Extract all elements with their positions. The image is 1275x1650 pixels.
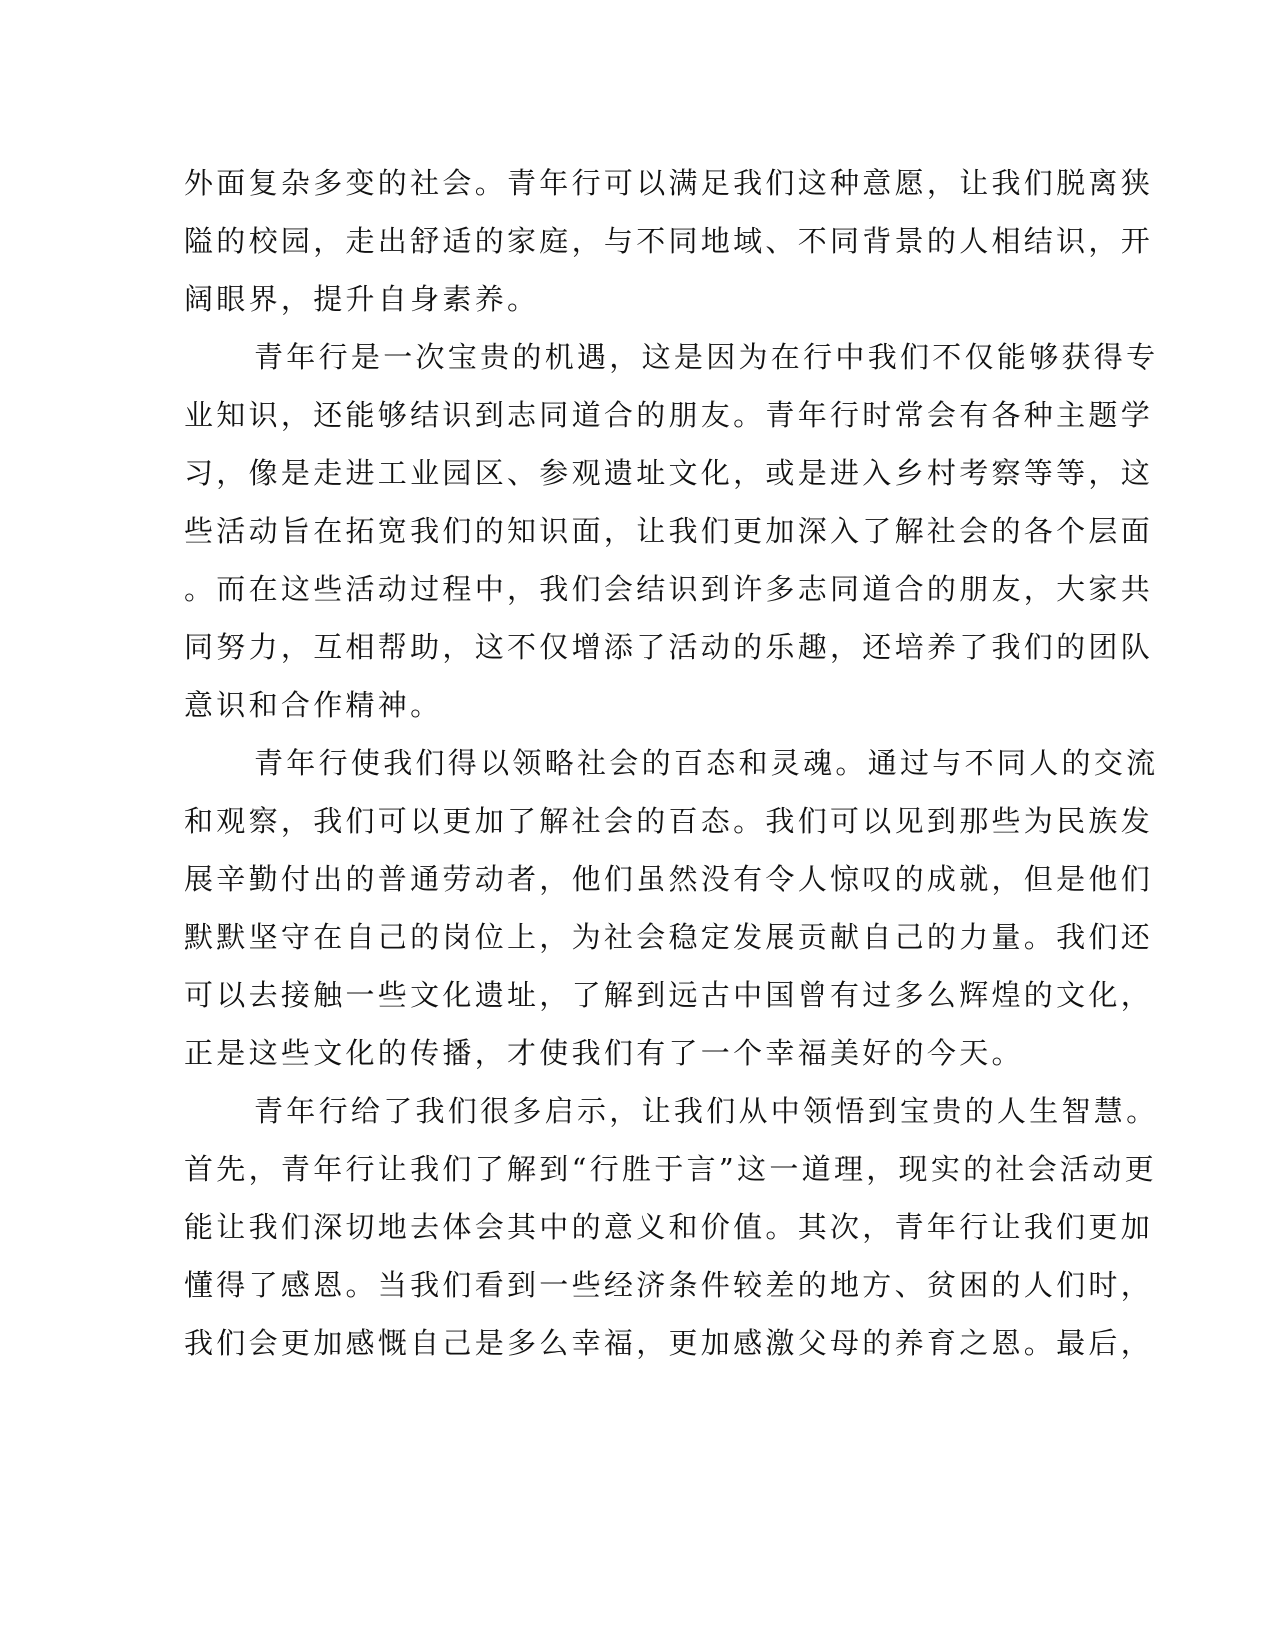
text-line: 和观察，我们可以更加了解社会的百态。我们可以见到那些为民族发 — [184, 804, 1154, 838]
paragraph-first-line: 青年行给了我们很多启示，让我们从中领悟到宝贵的人生智慧。 — [254, 1094, 1159, 1128]
text-line: 习，像是走进工业园区、参观遗址文化，或是进入乡村考察等等，这 — [184, 456, 1154, 490]
text-line: 可以去接触一些文化遗址，了解到远古中国曾有过多么辉煌的文化， — [184, 978, 1154, 1012]
text-line: 外面复杂多变的社会。青年行可以满足我们这种意愿，让我们脱离狭 — [184, 166, 1154, 200]
text-line: 默默坚守在自己的岗位上，为社会稳定发展贡献自己的力量。我们还 — [184, 920, 1154, 954]
text-line: 业知识，还能够结识到志同道合的朋友。青年行时常会有各种主题学 — [184, 398, 1154, 432]
text-line: 懂得了感恩。当我们看到一些经济条件较差的地方、贫困的人们时， — [184, 1268, 1154, 1302]
text-line: 能让我们深切地去体会其中的意义和价值。其次，青年行让我们更加 — [184, 1210, 1154, 1244]
text-line: 阔眼界，提升自身素养。 — [184, 282, 540, 316]
text-line: 展辛勤付出的普通劳动者，他们虽然没有令人惊叹的成就，但是他们 — [184, 862, 1154, 896]
paragraph-first-line: 青年行是一次宝贵的机遇，这是因为在行中我们不仅能够获得专 — [254, 340, 1159, 374]
text-line: 隘的校园，走出舒适的家庭，与不同地域、不同背景的人相结识，开 — [184, 224, 1154, 258]
text-line: 些活动旨在拓宽我们的知识面，让我们更加深入了解社会的各个层面 — [184, 514, 1154, 548]
paragraph-first-line: 青年行使我们得以领略社会的百态和灵魂。通过与不同人的交流 — [254, 746, 1159, 780]
text-line: 我们会更加感慨自己是多么幸福，更加感激父母的养育之恩。最后， — [184, 1326, 1154, 1360]
text-line: 同努力，互相帮助，这不仅增添了活动的乐趣，还培养了我们的团队 — [184, 630, 1154, 664]
text-line: 正是这些文化的传播，才使我们有了一个幸福美好的今天。 — [184, 1036, 1024, 1070]
text-line: 意识和合作精神。 — [184, 688, 443, 722]
text-line: 首先，青年行让我们了解到“行胜于言”这一道理，现实的社会活动更 — [184, 1152, 1157, 1186]
text-line: 。而在这些活动过程中，我们会结识到许多志同道合的朋友，大家共 — [184, 572, 1154, 606]
